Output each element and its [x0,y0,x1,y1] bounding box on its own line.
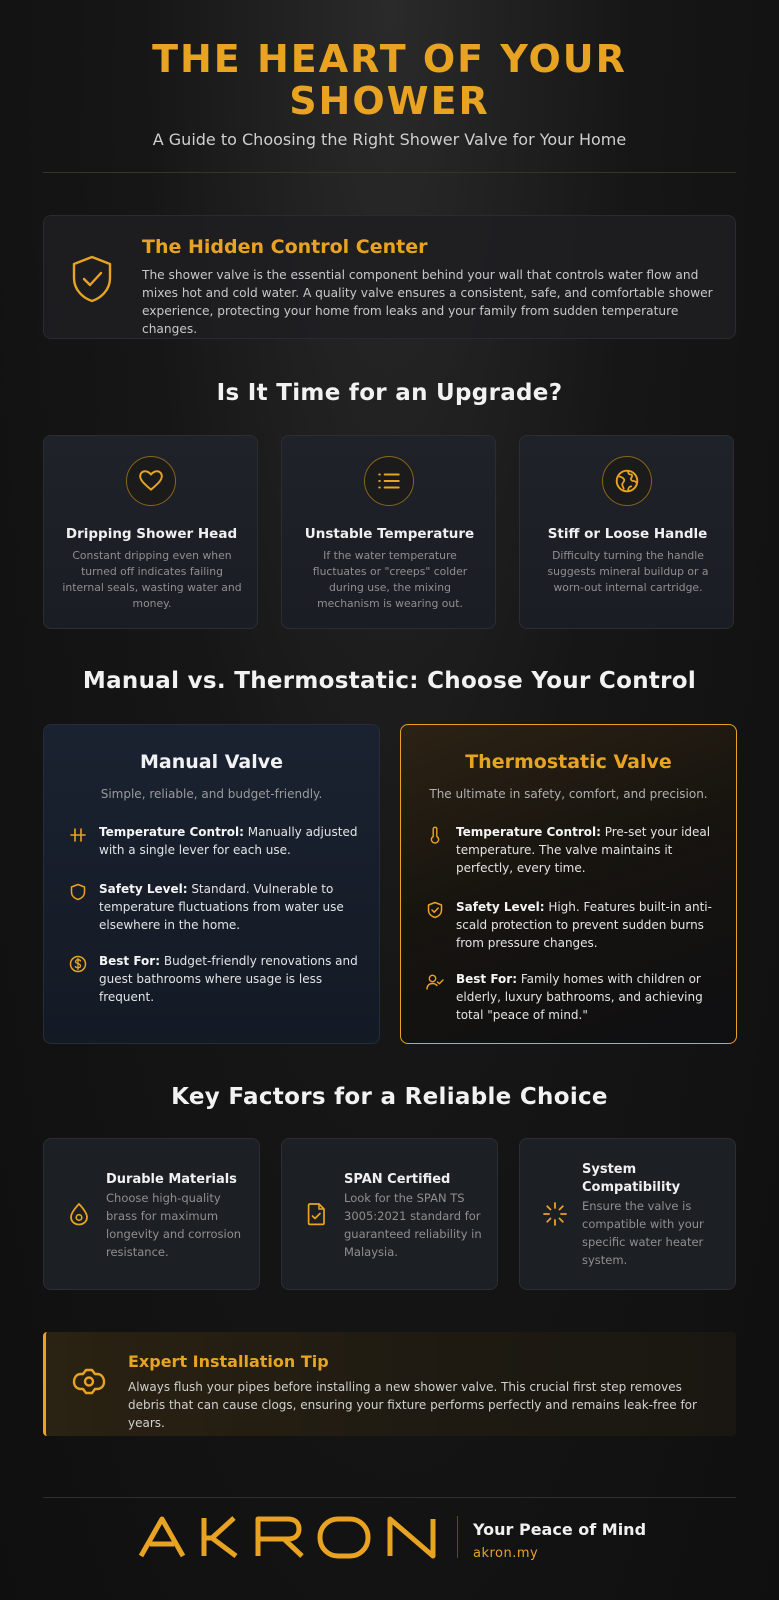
footer-separator [457,1516,458,1558]
manual-row-best-for [99,952,359,1006]
row-text: Standard. Vulnerable to temperature fluctuations from water use elsewhere in the home. [99,882,344,932]
footer-url[interactable]: akron.my [473,1546,539,1561]
list-icon [376,468,402,494]
footer-slogan: Your Peace of Mind [473,1520,647,1539]
row-text: Manually adjusted with a single lever for each use. [99,825,358,857]
factor-body: Look for the SPAN TS 3005:2021 standard for guaranteed reliability in Malaysia. [344,1191,482,1259]
page-title [0,38,779,122]
manual-heading: Manual Valve [139,751,283,773]
tip-body: Always flush your pipes before installing a new shower valve. This crucial first step removes debris that can cause clogs, ensuring your fixture performs perfectly and remains leak-free for years. [128,1380,697,1430]
thermometer-icon [426,826,444,844]
manual-row-temperature [99,823,359,859]
manual-valve-card [43,724,380,1044]
thermo-heading: Thermostatic Valve [465,751,672,773]
row-label: Temperature Control: [456,825,601,839]
user-check-icon [426,973,444,991]
upgrade-card-body: Constant dripping even when turned off indicates failing internal seals, wasting water and money. [62,549,242,610]
wrench-icon [68,1362,108,1402]
thermo-row-temperature [456,823,716,877]
akron-logo [138,1514,443,1560]
row-text: Budget-friendly renovations and guest bathrooms where usage is less frequent. [99,954,358,1004]
shield-check-icon [70,254,114,304]
footer-divider [43,1497,736,1498]
shield-icon [69,883,87,901]
thermo-row-best-for [456,970,716,1024]
factor-heading: System Compatibility [582,1162,681,1195]
globe-icon [614,468,640,494]
upgrade-card-heading: Dripping Shower Head [65,526,238,542]
upgrade-card [43,435,258,629]
globe-icon-badge [602,456,652,506]
document-check-icon [304,1201,330,1227]
factor-heading: Durable Materials [106,1172,237,1187]
droplet-icon [66,1201,92,1227]
tip-heading: Expert Installation Tip [128,1352,329,1371]
upgrade-card-body: Difficulty turning the handle suggests mineral buildup or a worn-out internal cartridge. [547,549,709,594]
row-text: Family homes with children or elderly, luxury bathrooms, and achieving total "peace of mind." [456,972,703,1022]
row-label: Safety Level: [456,900,545,914]
factor-heading: SPAN Certified [344,1172,451,1187]
upgrade-card [281,435,496,629]
dollar-icon [69,955,87,973]
thermo-row-safety [456,898,716,952]
shield-check-icon [426,901,444,919]
manual-tagline: Simple, reliable, and budget-friendly. [100,787,323,801]
intro-card [43,215,736,339]
installation-tip [43,1332,736,1436]
thermo-tagline: The ultimate in safety, comfort, and precision. [429,787,708,801]
factor-body: Choose high-quality brass for maximum longevity and corrosion resistance. [106,1191,242,1259]
divider [43,172,736,173]
upgrade-card-heading: Stiff or Loose Handle [547,526,708,542]
factor-card [43,1138,260,1290]
upgrade-card [519,435,734,629]
heart-icon-badge [126,456,176,506]
page-subtitle: A Guide to Choosing the Right Shower Valve for Your Home [152,130,627,149]
intro-heading: The Hidden Control Center [142,236,428,258]
factor-card [281,1138,498,1290]
row-label: Safety Level: [99,882,188,896]
list-icon-badge [364,456,414,506]
upgrade-section-title: Is It Time for an Upgrade? [216,380,563,406]
upgrade-card-heading: Unstable Temperature [304,526,475,542]
row-label: Best For: [456,972,518,986]
temperature-adjust-icon [69,826,87,844]
sparkle-icon [542,1201,568,1227]
row-label: Temperature Control: [99,825,244,839]
row-text: High. Features built-in anti-scald protection to prevent sudden burns from pressure changes. [456,900,712,950]
thermostatic-valve-card [400,724,737,1044]
heart-icon [138,468,164,494]
row-label: Best For: [99,954,161,968]
upgrade-card-body: If the water temperature fluctuates or "creeps" colder during use, the mixing mechanism is wearing out. [312,549,468,610]
factor-body: Ensure the valve is compatible with your specific water heater system. [582,1199,704,1267]
compare-section-title: Manual vs. Thermostatic: Choose Your Control [82,668,697,694]
title-line-1: THE HEART OF YOUR [152,37,627,81]
title-line-2: SHOWER [289,79,490,123]
row-text: Pre-set your ideal temperature. The valve maintains it perfectly, every time. [456,825,711,875]
manual-row-safety [99,880,359,934]
factors-section-title: Key Factors for a Reliable Choice [171,1084,608,1110]
factor-card [519,1138,736,1290]
intro-body: The shower valve is the essential component behind your wall that controls water flow and mixes hot and cold water. A quality valve ensures a consistent, safe, and comfortable shower experience, protecting your home from leaks and your family from sudden temperature changes. [142,268,713,336]
